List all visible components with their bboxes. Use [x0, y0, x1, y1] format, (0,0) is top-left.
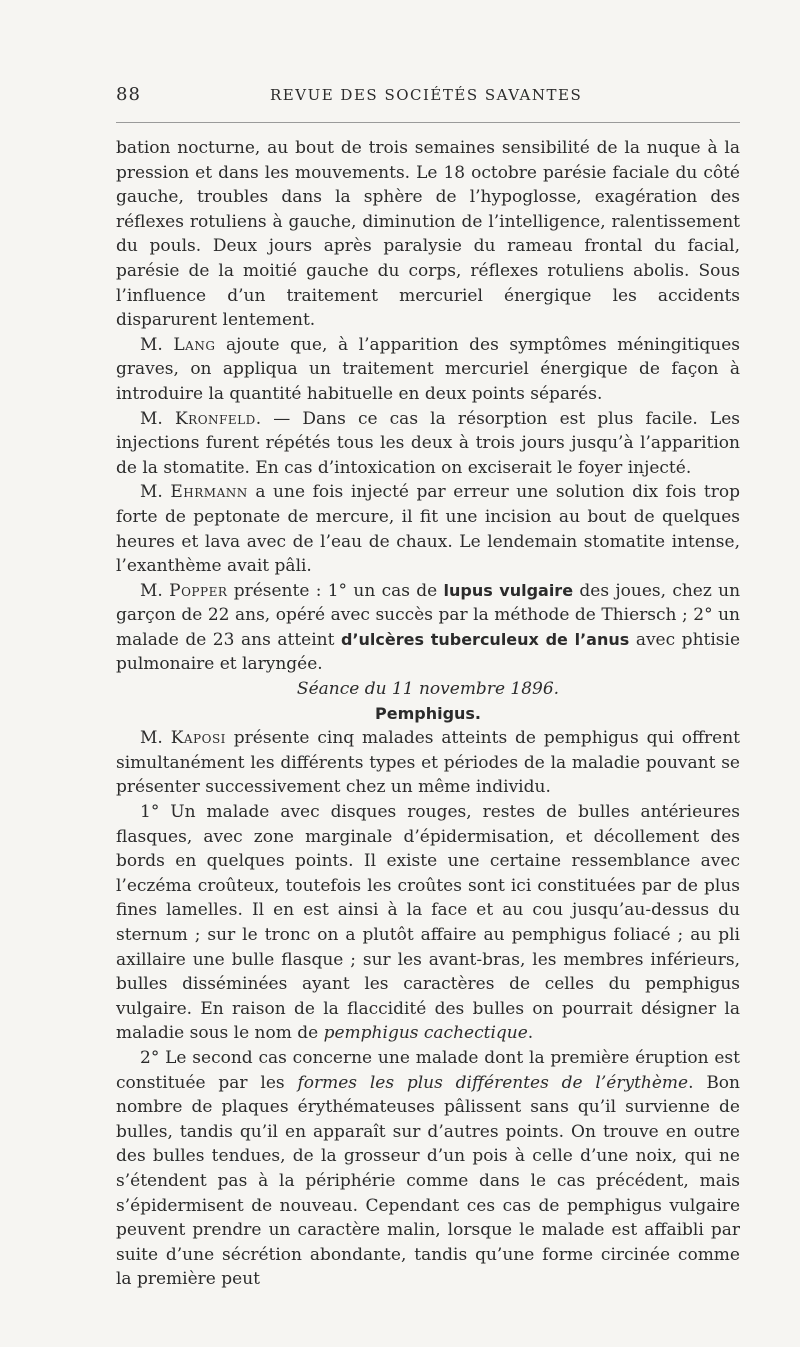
paragraph-text: 1° Un malade avec disques rouges, restes de bulles antérieures flasques, avec zone marginale d’épidermisation, et décollement des bords en quelques points. Il existe une certaine ressemblance avec l’eczéma croûteux, toutefois les croûtes sont ici constituées par de plus fines lamelles. Il en est ainsi à la face et au cou jusqu’au-dessus du sternum ; sur le tronc on a plutôt affaire au pemphigus foliacé ; au pli axillaire une bulle flasque ; sur les avant-bras, les membres inférieurs, bulles disséminées ayant les caractères de celles du pemphigus vulgaire. En raison de la flaccidité des bulles on pourrait désigner la maladie sous le nom de — [116, 802, 740, 1044]
speaker-prefix: M. — [140, 580, 170, 601]
paragraph-text: ajoute que, à l’apparition des symptômes méningitiques graves, on appliqua un traitement mercuriel énergique de façon à introduire la quantité habituelle en deux points séparés. — [116, 334, 740, 404]
speaker-name-popper: Popper — [169, 580, 228, 601]
session-date: Séance du 11 novembre 1896. — [296, 679, 560, 700]
paragraph-text: . Bon nombre de plaques érythémateuses pâlissent sans qu’il survienne de bulles, tandis qu’il en apparaît sur d’autres points. On trouve en outre des bulles tendues, de la grosseur d’un pois à celle d’une noix, qui ne s’étendent pas à la périphérie comme dans le cas précédent, mais s’épidermisent de nouveau. Cependant ces cas de pemphigus vulgaire peuvent prendre un caractère malin, lorsque le malade est affaibli par suite d’une sécrétion abondante, tandis qu’une forme circinée comme la première peut — [116, 1072, 740, 1290]
speaker-name-kaposi: Kaposi — [170, 728, 226, 749]
speaker-prefix: M. — [140, 334, 174, 355]
paragraph-lang — [116, 333, 740, 407]
paragraph-text: présente cinq malades atteints de pemphigus qui offrent simultanément les différents types et périodes de la maladie pouvant se présenter successivement chez un même individu. — [116, 728, 741, 798]
speaker-prefix: M. — [140, 728, 171, 749]
paragraph-ehrmann — [116, 480, 740, 578]
section-title: Pemphigus. — [374, 703, 482, 723]
bold-term-lupus: lupus vulgaire — [443, 580, 574, 600]
paragraph-case-1 — [116, 800, 740, 1046]
paragraph-kaposi — [116, 726, 740, 800]
running-header — [116, 84, 740, 110]
article-body — [116, 136, 740, 1292]
speaker-name-ehrmann: Ehrmann — [170, 482, 248, 503]
speaker-name-lang: Lang — [173, 334, 216, 355]
speaker-prefix: M. — [140, 408, 175, 429]
paragraph-kronfeld — [116, 407, 740, 481]
paragraph-text: 2° Le second cas concerne une malade dont la première éruption est constituée par les — [116, 1047, 740, 1093]
italic-term-erytheme: formes les plus différentes de l’érythème — [297, 1072, 689, 1093]
running-title: REVUE DES SOCIÉTÉS SAVANTES — [270, 86, 583, 104]
speaker-prefix: M. — [140, 482, 171, 503]
paragraph-case-2 — [116, 1046, 740, 1292]
paragraph-text: . — Dans ce cas la résorption est plus facile. Les injections furent répétés tous les deux à trois jours jusqu’à l’apparition de la stomatite. En cas d’intoxication on exciserait le foyer injecté. — [116, 408, 740, 478]
paragraph-1: bation nocturne, au bout de trois semaines sensibilité de la nuque à la pression et dans les mouvements. Le 18 octobre parésie faciale du côté gauche, troubles dans la sphère de l’hypoglosse, exagération des réflexes rotuliens à gauche, diminution de l’intelligence, ralentissement du pouls. Deux jours après paralysie du rameau frontal du facial, parésie de la moitié gauche du corps, réflexes rotuliens abolis. Sous l’influence d’un traitement mercuriel énergique les accidents disparurent lentement. — [116, 138, 740, 331]
paragraph-text: des joues, chez un garçon de 22 ans, opéré avec succès par la méthode de Thiersch ; 2° un malade de 23 ans atteint — [116, 580, 741, 650]
paragraph-text: présente : 1° un cas de — [227, 580, 444, 601]
page-number: 88 — [116, 84, 141, 105]
paragraph-popper — [116, 579, 740, 677]
speaker-name-kronfeld: Kronfeld — [174, 408, 256, 429]
paragraph-text: a une fois injecté par erreur une solution dix fois trop forte de peptonate de mercure, il fit une incision au bout de quelques heures et lava avec de l’eau de chaux. Le lendemain stomatite intense, l’exanthème avait pâli. — [116, 482, 740, 577]
paragraph-text: avec phtisie pulmonaire et laryngée. — [116, 629, 741, 675]
paragraph-text: . — [527, 1023, 534, 1044]
italic-term-cachectique: pemphigus cachectique — [323, 1023, 528, 1044]
bold-term-ulceres: d’ulcères tuberculeux de l’anus — [340, 629, 630, 649]
header-rule — [116, 122, 740, 123]
